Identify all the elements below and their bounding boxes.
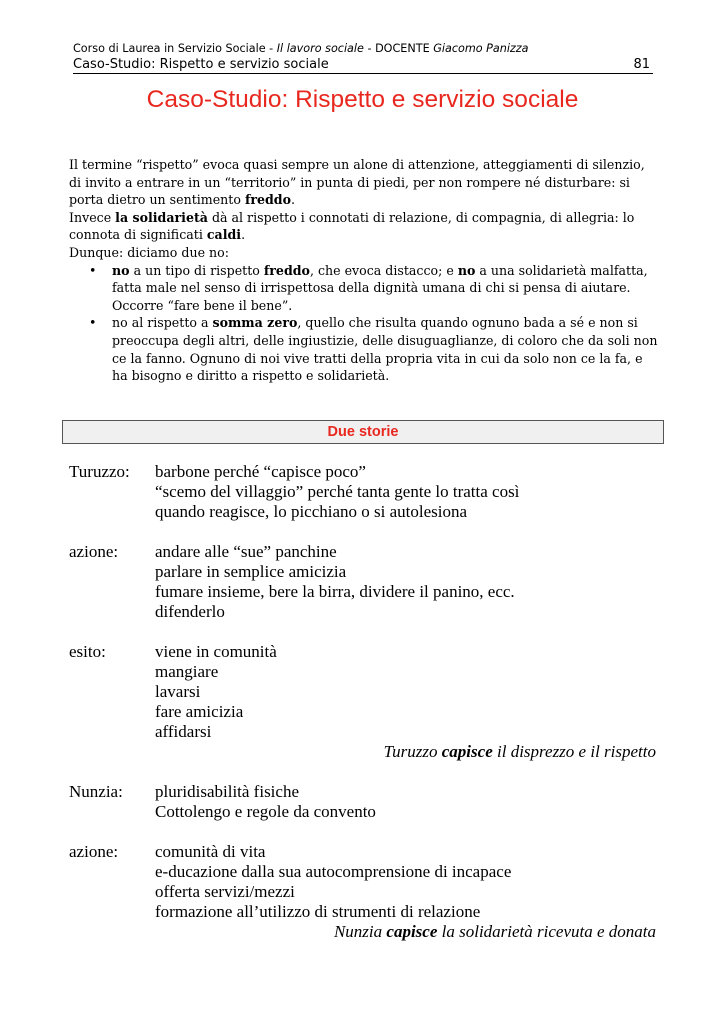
docente-name: Giacomo Panizza xyxy=(433,42,529,55)
b2-a: no al rispetto a xyxy=(112,315,213,331)
intro-p2-a: Invece xyxy=(69,209,116,225)
chapter-title: Caso-Studio: Rispetto e servizio sociale xyxy=(73,57,329,72)
b2-b: , quello che risulta quando ognuno bada a sé e non si preoccupa degli altri, delle ingiustizie, delle disuguaglianze, di coloro che da soli non ce la fanno. Ognuno di noi vive tratti della propria vita in cui da solo non ce la fa, e ha bisogno e diritto a rispetto e solidarietà. xyxy=(112,315,658,384)
story2-azione-block xyxy=(0,842,725,922)
intro-p2-b: dà al rispetto i connotati di relazione, di compagnia, di allegria: lo connota di significati xyxy=(69,209,635,243)
intro-p1-bold: freddo xyxy=(244,192,292,208)
story2-azione-label: azione: xyxy=(69,842,119,861)
story1-esito-line-5: affidarsi xyxy=(155,722,212,741)
story2-name-line-2: Cottolengo e regole da convento xyxy=(155,802,376,821)
story1-name-label: Turuzzo: xyxy=(69,462,130,481)
section-heading-box: Due storie xyxy=(62,420,664,444)
intro-paragraph-2 xyxy=(69,209,659,244)
course-subject: Il lavoro sociale xyxy=(276,42,364,55)
story1-concl-a: Turuzzo xyxy=(383,742,442,761)
bullet-icon: • xyxy=(89,262,97,278)
list-item xyxy=(69,314,659,384)
story2-concl-bold: capisce xyxy=(386,922,438,941)
story1-azione-line-1: andare alle “sue” panchine xyxy=(155,542,337,561)
b1-bold3: no xyxy=(457,262,476,278)
intro-p2-bold2: caldi xyxy=(206,227,242,243)
intro-p2-bold1: la solidarietà xyxy=(115,209,208,225)
story1-name-line-2: “scemo del villaggio” perché tanta gente lo tratta così xyxy=(155,482,520,501)
story1-esito-line-1: viene in comunità xyxy=(155,642,277,661)
story2-azione-line-2: e-ducazione dalla sua autocomprensione di incapace xyxy=(155,862,512,881)
page-number: 81 xyxy=(633,57,650,72)
story1-esito-line-2: mangiare xyxy=(155,662,219,681)
story2-name-label: Nunzia: xyxy=(69,782,123,801)
story1-conclusion xyxy=(0,742,656,762)
story1-esito-line-3: lavarsi xyxy=(155,682,201,701)
bullet-icon: • xyxy=(89,315,97,331)
story2-azione-line-1: comunità di vita xyxy=(155,842,266,861)
story2-concl-a: Nunzia xyxy=(333,922,387,941)
story1-concl-b: il disprezzo e il rispetto xyxy=(492,742,656,761)
story1-esito-block xyxy=(0,642,725,742)
docente-prefix: - DOCENTE xyxy=(363,42,434,55)
stories-section xyxy=(0,462,725,942)
intro-paragraph-1 xyxy=(69,156,659,209)
story2-name-block xyxy=(0,782,725,822)
intro-p1-end: . xyxy=(291,192,296,208)
story1-name-block xyxy=(0,462,725,522)
story1-name-line-1: barbone perché “capisce poco” xyxy=(155,462,366,481)
b2-bold: somma zero xyxy=(212,315,298,331)
story2-azione-line-3: offerta servizi/mezzi xyxy=(155,882,295,901)
intro-text xyxy=(69,156,659,385)
b1-a: a un tipo di rispetto xyxy=(129,262,264,278)
story1-esito-label: esito: xyxy=(69,642,106,661)
story1-azione-line-2: parlare in semplice amicizia xyxy=(155,562,347,581)
b1-b: , che evoca distacco; e xyxy=(309,262,458,278)
intro-paragraph-3: Dunque: diciamo due no: xyxy=(69,244,229,260)
story2-conclusion xyxy=(0,922,656,942)
story1-azione-label: azione: xyxy=(69,542,119,561)
intro-bullet-list xyxy=(69,262,659,385)
story1-concl-bold: capisce xyxy=(441,742,493,761)
running-header xyxy=(73,42,529,55)
story1-azione-block xyxy=(0,542,725,622)
story2-concl-b: la solidarietà ricevuta e donata xyxy=(437,922,656,941)
intro-p2-end: . xyxy=(241,227,246,243)
story1-azione-line-4: difenderlo xyxy=(155,602,225,621)
story1-name-line-3: quando reagisce, lo picchiano o si autolesiona xyxy=(155,502,468,521)
page-title: Caso-Studio: Rispetto e servizio sociale xyxy=(146,86,579,113)
story2-azione-line-4: formazione all’utilizzo di strumenti di relazione xyxy=(155,902,481,921)
story1-esito-line-4: fare amicizia xyxy=(155,702,244,721)
b1-bold1: no xyxy=(112,262,130,278)
b1-c: a una solidarietà malfatta, fatta male nel senso di irrispettosa della dignità umana di chi si pensa di aiutare. Occorre “fare bene il bene”. xyxy=(112,262,648,313)
story1-azione-line-3: fumare insieme, bere la birra, dividere il panino, ecc. xyxy=(155,582,515,601)
chapter-header xyxy=(73,57,653,74)
story2-name-line-1: pluridisabilità fisiche xyxy=(155,782,299,801)
list-item xyxy=(69,262,659,315)
intro-p1-text: Il termine “rispetto” evoca quasi sempre un alone di attenzione, atteggiamenti di silenzio, di invito a entrare in un “territorio” in punta di piedi, per non rompere né disturbare: si porta dietro un sentimento xyxy=(69,157,645,208)
course-prefix: Corso di Laurea in Servizio Sociale - xyxy=(73,42,277,55)
b1-bold2: freddo xyxy=(263,262,310,278)
